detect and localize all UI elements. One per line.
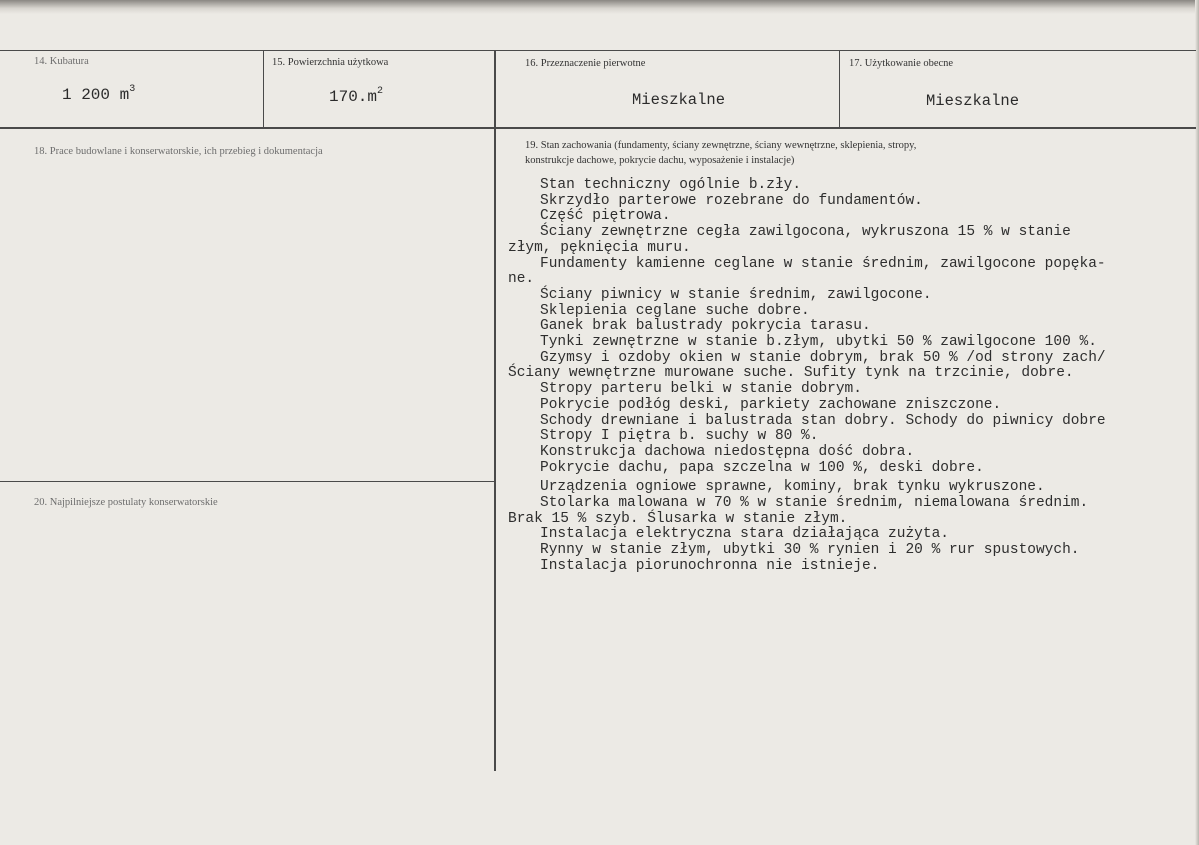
row-divider-left-lower <box>0 481 494 482</box>
condition-line: Część piętrowa. <box>540 208 671 225</box>
condition-line: Schody drewniane i balustrada stan dobry. Schody do piwnicy dobre <box>540 412 1106 429</box>
condition-line: Stropy parteru belki w stanie dobrym. <box>540 381 862 398</box>
condition-line: Sklepienia ceglane suche dobre. <box>540 302 810 319</box>
condition-line: Rynny w stanie złym, ubytki 30 % rynien i 20 % rur spustowych. <box>540 542 1080 559</box>
condition-line: Pokrycie podłóg deski, parkiety zachowane zniszczone. <box>540 396 1002 413</box>
field-20-label: 20. Najpilniejsze postulaty konserwatorskie <box>34 497 218 508</box>
condition-line: Gzymsy i ozdoby okien w stanie dobrym, brak 50 % /od strony zach/ <box>540 349 1106 366</box>
condition-line: Ganek brak balustrady pokrycia tarasu. <box>540 318 871 335</box>
condition-line: ne. <box>508 271 535 288</box>
field-15-value <box>329 88 383 106</box>
condition-line: Tynki zewnętrzne w stanie b.złym, ubytki 50 % zawilgocone 100 %. <box>540 334 1097 351</box>
scan-edge <box>0 0 1199 14</box>
condition-line: Skrzydło parterowe rozebrane do fundamentów. <box>540 192 923 209</box>
field-19-typed-text <box>508 178 1196 575</box>
col-divider-3 <box>839 50 840 128</box>
field-19-label-line2: konstrukcje dachowe, pokrycie dachu, wyposażenie i instalacje) <box>525 155 795 166</box>
field-16-label: 16. Przeznaczenie pierwotne <box>525 58 646 69</box>
condition-line: Stropy I piętra b. suchy w 80 %. <box>540 428 819 445</box>
field-15-number: 170.m <box>329 88 378 106</box>
condition-line: Ściany zewnętrzne cegła zawilgocona, wykruszona 15 % w stanie <box>540 224 1071 241</box>
condition-line: Konstrukcja dachowa niedostępna dość dobra. <box>540 443 915 460</box>
row-divider-middle <box>0 127 1196 129</box>
condition-line: Instalacja piorunochronna nie istnieje. <box>540 557 880 574</box>
condition-line: Stolarka malowana w 70 % w stanie średnim, niemalowana średnim. <box>540 495 1089 512</box>
field-15-unit-exponent: 2 <box>377 86 384 97</box>
col-divider-2 <box>494 50 496 771</box>
condition-line: Pokrycie dachu, papa szczelna w 100 %, deski dobre. <box>540 459 984 476</box>
field-18-label: 18. Prace budowlane i konserwatorskie, ich przebieg i dokumentacja <box>34 146 323 157</box>
condition-line: Stan techniczny ogólnie b.zły. <box>540 177 802 193</box>
field-14-unit-exponent: 3 <box>129 84 136 95</box>
condition-line: Ściany piwnicy w stanie średnim, zawilgocone. <box>540 286 932 303</box>
field-19-label-line1: 19. Stan zachowania (fundamenty, ściany zewnętrzne, ściany wewnętrzne, sklepienia, stropy, <box>525 140 917 151</box>
condition-line: Brak 15 % szyb. Ślusarka w stanie złym. <box>508 510 848 527</box>
condition-line: Urządzenia ogniowe sprawne, kominy, brak tynku wykruszone. <box>540 479 1045 496</box>
row-divider-top <box>0 50 1196 51</box>
field-17-value: Mieszkalne <box>926 92 1020 110</box>
condition-line: Instalacja elektryczna stara działająca zużyta. <box>540 526 949 543</box>
field-14-value <box>62 86 135 104</box>
field-15-label: 15. Powierzchnia użytkowa <box>272 57 389 68</box>
field-14-label: 14. Kubatura <box>34 56 89 67</box>
field-17-label: 17. Użytkowanie obecne <box>849 58 954 69</box>
col-divider-1 <box>263 50 264 128</box>
condition-line: Ściany wewnętrzne murowane suche. Sufity tynk na trzcinie, dobre. <box>508 365 1074 382</box>
field-14-number: 1 200 m <box>62 86 130 104</box>
field-16-value: Mieszkalne <box>632 91 726 109</box>
condition-line: Fundamenty kamienne ceglane w stanie średnim, zawilgocone popęka- <box>540 255 1106 272</box>
condition-line: złym, pęknięcia muru. <box>508 239 691 256</box>
